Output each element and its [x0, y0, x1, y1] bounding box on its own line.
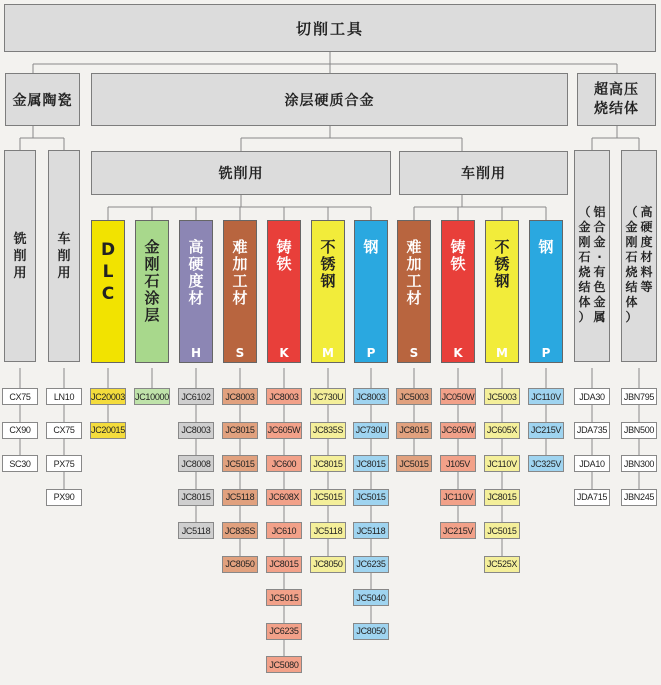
milling-material-3 [223, 220, 257, 363]
grade-chip: JC6235 [353, 556, 389, 573]
grade-chip: JC8015 [353, 455, 389, 472]
grade-chip: JC110V [484, 455, 520, 472]
cutting-tools-header: 切削工具 [4, 4, 656, 52]
iso-code-s: S [409, 346, 419, 360]
column-label-char: 石 [578, 250, 591, 264]
material-label-char: 刚 [144, 255, 160, 273]
column-label-char: 刚 [578, 235, 591, 249]
grade-chip: JC5015 [222, 455, 258, 472]
iso-code-k: K [453, 346, 463, 360]
milling-material-6 [354, 220, 388, 363]
vertical-text-line [641, 205, 653, 295]
column-label-char: 用 [57, 265, 71, 281]
material-label [92, 239, 124, 305]
grade-chip: JC8003 [178, 422, 214, 439]
material-label-char: 不 [320, 238, 336, 256]
iso-code-m: M [496, 346, 508, 360]
grade-chip: JC050W [440, 388, 476, 405]
milling-material-0 [91, 220, 125, 363]
grade-chip: CX75 [46, 422, 82, 439]
iso-code-p: P [541, 346, 551, 360]
material-label-char: 硬 [188, 255, 204, 273]
material-label-char: 材 [406, 289, 422, 307]
coated-carbide-header: 涂层硬质合金 [91, 73, 568, 126]
grade-chip: JC5118 [310, 522, 346, 539]
material-label-char: 锈 [320, 255, 336, 273]
material-label-char: 锈 [494, 255, 510, 273]
grade-chip: JC8015 [178, 489, 214, 506]
cermet-header: 金属陶瓷 [5, 73, 80, 126]
grade-chip: JC5015 [396, 455, 432, 472]
iso-code-p: P [366, 346, 376, 360]
material-label-char: 金 [144, 238, 160, 256]
material-label [442, 239, 474, 273]
material-label-char: 钢 [494, 272, 510, 290]
column-label-char: 铝 [593, 205, 606, 219]
material-label-char: 度 [188, 272, 204, 290]
material-label-char: 材 [232, 289, 248, 307]
column-label-char: 有 [593, 265, 606, 279]
grade-chip: JC605W [266, 422, 302, 439]
grade-chip: JC605X [484, 422, 520, 439]
material-label-char: 层 [144, 306, 160, 324]
grade-chip: JC8050 [353, 623, 389, 640]
column-label-char: 烧 [625, 265, 638, 279]
turning-subheader: 车削用 [399, 151, 568, 195]
grade-chip: JC8003 [266, 388, 302, 405]
column-label-char: 结 [578, 280, 591, 294]
grade-chip: JDA715 [574, 489, 610, 506]
material-label-char: 铸 [276, 238, 292, 256]
grade-chip: JC8003 [353, 388, 389, 405]
column-label-char: 度 [640, 235, 653, 249]
iso-code-m: M [322, 346, 334, 360]
material-label-char: 难 [406, 238, 422, 256]
column-label-char: 料 [640, 265, 653, 279]
pcbn-column [621, 150, 657, 362]
pcd-column [574, 150, 610, 362]
material-label-char: 涂 [144, 289, 160, 307]
column-label-char: 刚 [625, 235, 638, 249]
grade-chip: JBN500 [621, 422, 657, 439]
material-label-char: 加 [406, 255, 422, 273]
column-label-char: 结 [625, 280, 638, 294]
grade-chip: JC5118 [353, 522, 389, 539]
grade-chip: JC5003 [396, 388, 432, 405]
material-label-char: 工 [406, 272, 422, 290]
column-label-char: 金 [593, 235, 606, 249]
grade-chip: JC8015 [396, 422, 432, 439]
vertical-text-line [578, 205, 590, 325]
column-label-char: ） [578, 310, 591, 324]
iso-code-h: H [190, 346, 202, 360]
material-label-char: 铁 [450, 255, 466, 273]
grade-chip: JC325V [528, 455, 564, 472]
grade-chip: JC525X [484, 556, 520, 573]
material-label [355, 239, 387, 256]
column-label-char: 体 [625, 295, 638, 309]
grade-chip: JC110V [440, 489, 476, 506]
grade-chip: JC610 [266, 522, 302, 539]
column-label-char: 车 [57, 231, 71, 247]
milling-material-5 [311, 220, 345, 363]
grade-chip: JC5015 [266, 589, 302, 606]
vertical-text-line [625, 205, 637, 325]
cermet-column-milling [4, 150, 36, 362]
column-label-char: ） [625, 310, 638, 324]
grade-chip: JC8015 [484, 489, 520, 506]
milling-material-1 [135, 220, 169, 363]
grade-chip: JC5080 [266, 656, 302, 673]
grade-chip: JC215V [440, 522, 476, 539]
column-label-char: 色 [593, 280, 606, 294]
material-label-char: 钢 [363, 238, 379, 256]
column-label-char: 用 [13, 265, 27, 281]
material-label [268, 239, 300, 273]
grade-chip: JC608X [266, 489, 302, 506]
grade-chip: JC8008 [178, 455, 214, 472]
grade-chip: CX75 [2, 388, 38, 405]
column-label-char: 金 [593, 295, 606, 309]
grade-chip: SC30 [2, 455, 38, 472]
grade-chip: PX75 [46, 455, 82, 472]
turning-material-0 [397, 220, 431, 363]
grade-chip: J105V [440, 455, 476, 472]
turning-material-3 [529, 220, 563, 363]
grade-chip: JC8015 [222, 422, 258, 439]
grade-chip: JC5015 [484, 522, 520, 539]
grade-chip: JC5003 [484, 388, 520, 405]
column-label-char: 石 [625, 250, 638, 264]
material-label-char: L [102, 262, 114, 282]
material-label [530, 239, 562, 256]
material-label-char: 钢 [538, 238, 554, 256]
iso-code-k: K [279, 346, 289, 360]
grade-chip: JC835S [310, 422, 346, 439]
grade-chip: JC8015 [266, 556, 302, 573]
material-label [224, 239, 256, 307]
grade-chip: JC600 [266, 455, 302, 472]
column-label-char: 削 [57, 248, 71, 264]
material-label [180, 239, 212, 307]
grade-chip: JBN245 [621, 489, 657, 506]
column-label-char: 合 [593, 220, 606, 234]
material-label-char: 材 [188, 289, 204, 307]
column-label-char: 削 [13, 248, 27, 264]
grade-chip: JC8050 [310, 556, 346, 573]
grade-chip: JC215V [528, 422, 564, 439]
column-label-char: 硬 [640, 220, 653, 234]
grade-chip: JC20015 [90, 422, 126, 439]
grade-chip: JBN795 [621, 388, 657, 405]
material-label-char: C [101, 284, 115, 304]
material-label [486, 239, 518, 290]
grade-chip: JC6102 [178, 388, 214, 405]
grade-chip: JC5040 [353, 589, 389, 606]
grade-chip: JC10000 [134, 388, 170, 405]
cermet-column-turning [48, 150, 80, 362]
grade-chip: JBN300 [621, 455, 657, 472]
column-label-char: 属 [593, 310, 606, 324]
grade-chip: JDA10 [574, 455, 610, 472]
grade-chip: JC5015 [353, 489, 389, 506]
material-label-char: 难 [232, 238, 248, 256]
milling-material-4 [267, 220, 301, 363]
column-label-char: （ [625, 205, 638, 219]
milling-subheader: 铣削用 [91, 151, 391, 195]
material-label-char: 钢 [320, 272, 336, 290]
column-label-char: （ [578, 205, 591, 219]
material-label-char: 高 [188, 238, 204, 256]
grade-chip: JC5015 [310, 489, 346, 506]
grade-chip: JC110V [528, 388, 564, 405]
turning-material-1 [441, 220, 475, 363]
column-label-char: 等 [640, 280, 653, 294]
material-label [136, 239, 168, 324]
column-label-char: 高 [640, 205, 653, 219]
material-label-char: D [100, 240, 116, 260]
grade-chip: JC6235 [266, 623, 302, 640]
grade-chip: JC8050 [222, 556, 258, 573]
grade-chip: JC730U [353, 422, 389, 439]
superhard-sintered-header: 超高压 烧结体 [577, 73, 656, 126]
grade-chip: JC8015 [310, 455, 346, 472]
grade-chip: JC8003 [222, 388, 258, 405]
grade-chip: JDA30 [574, 388, 610, 405]
iso-code-s: S [235, 346, 245, 360]
material-label-char: 不 [494, 238, 510, 256]
column-label-char: 金 [625, 220, 638, 234]
grade-chip: PX90 [46, 489, 82, 506]
vertical-text-line [594, 205, 606, 325]
column-label-char: · [597, 250, 602, 264]
material-label [398, 239, 430, 307]
grade-chip: JC605W [440, 422, 476, 439]
turning-material-2 [485, 220, 519, 363]
column-label-char: 铣 [13, 231, 27, 247]
material-label-char: 石 [144, 272, 160, 290]
grade-chip: LN10 [46, 388, 82, 405]
grade-chip: CX90 [2, 422, 38, 439]
material-label-char: 铁 [276, 255, 292, 273]
grade-chip: JC20003 [90, 388, 126, 405]
grade-chip: JDA735 [574, 422, 610, 439]
column-label-char: 体 [578, 295, 591, 309]
grade-chip: JC5118 [222, 489, 258, 506]
material-label [312, 239, 344, 290]
grade-chip: JC730U [310, 388, 346, 405]
grade-chip: JC835S [222, 522, 258, 539]
column-label-char: 材 [640, 250, 653, 264]
column-label-char: 金 [578, 220, 591, 234]
milling-material-2 [179, 220, 213, 363]
material-label-char: 铸 [450, 238, 466, 256]
material-label-char: 加 [232, 255, 248, 273]
material-label-char: 工 [232, 272, 248, 290]
column-label-char: 烧 [578, 265, 591, 279]
grade-chip: JC5118 [178, 522, 214, 539]
